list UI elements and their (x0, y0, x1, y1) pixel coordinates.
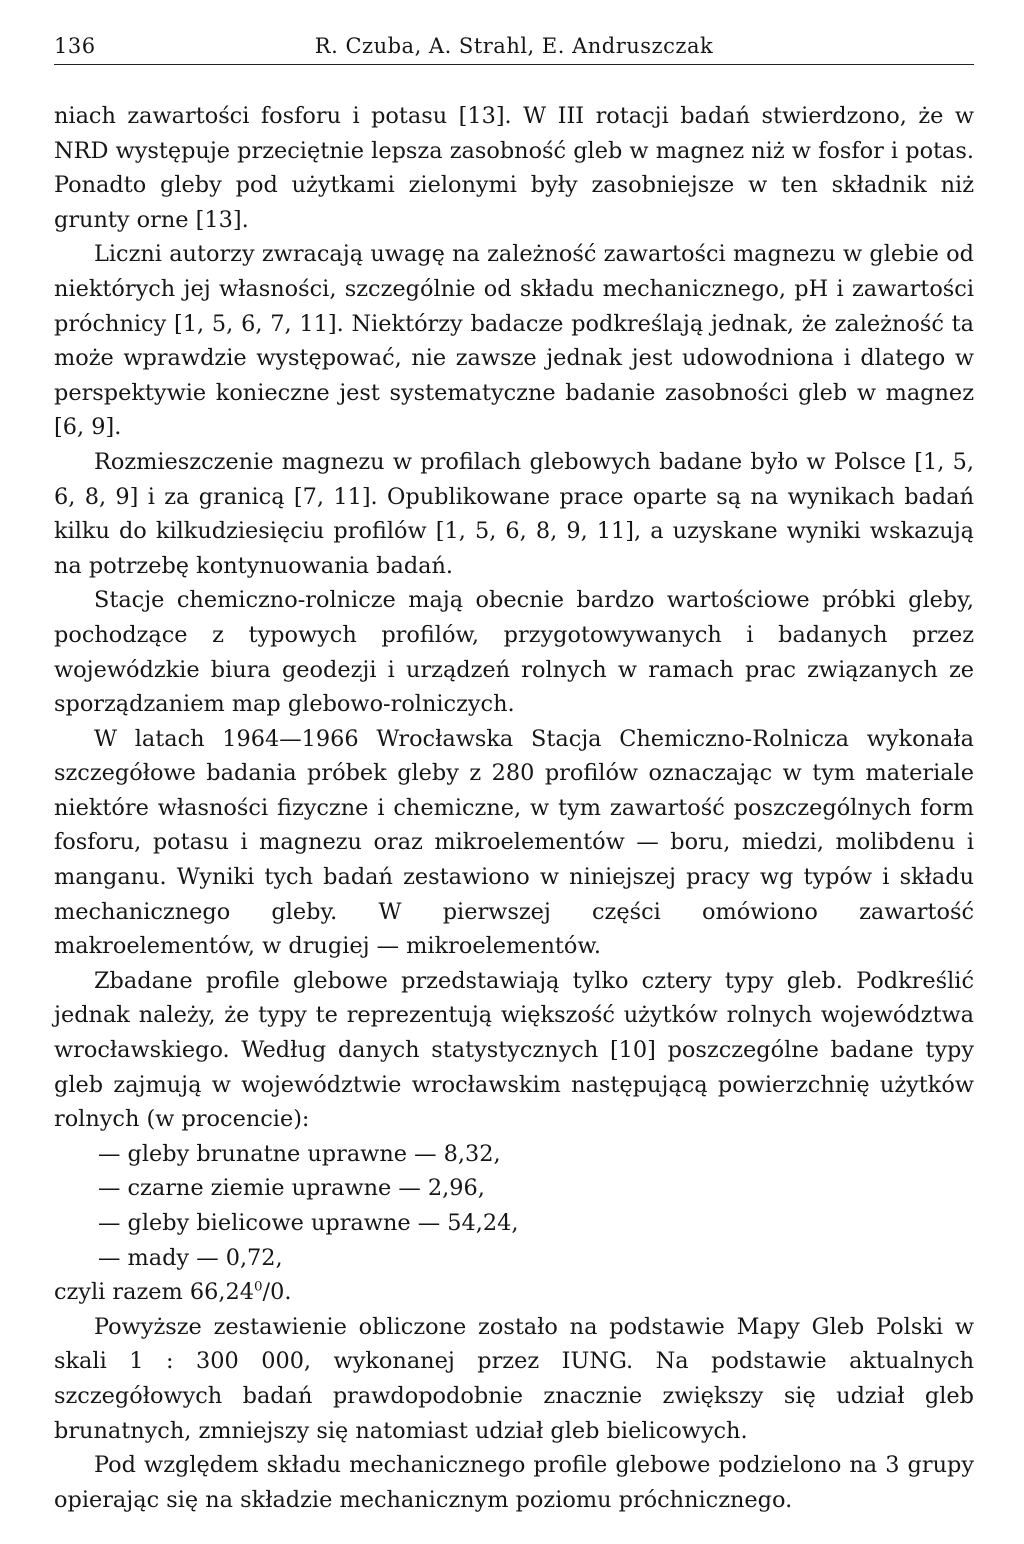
paragraph-magnesium-dependence: Liczni autorzy zwracają uwagę na zależność zawartości magnezu w glebie od niektórych jej własności, szczególnie od składu mechanicznego, pH i zawartości próchnicy [1, 5, 6, 7, 11]. Niektórzy badacze podkreślają jednak, że zależność ta może wprawdzie występować, nie zawsze jednak jest udowodniona i dlatego w perspektywie konieczne jest systematyczne badanie zasobności gleb w magnez [6, 9]. (54, 241, 974, 441)
percent-sup: 0 (253, 1279, 263, 1295)
soil-list-item: — czarne ziemie uprawne — 2,96, (98, 1175, 485, 1202)
soil-list-item: — gleby bielicowe uprawne — 54,24, (98, 1210, 519, 1236)
paragraph-profile-distribution: Rozmieszczenie magnezu w profilach glebowych badane było w Polsce [1, 5, 6, 8, 9] i za granicą [7, 11]. Opublikowane prace oparte są na wynikach badań kilku do kilkudziesięciu profilów [1, 5, 6, 8, 9, 11], a uzyskane wyniki wskazują na potrzebę kontynuowania badań. (54, 448, 974, 579)
running-head-authors: R. Czuba, A. Strahl, E. Andruszczak (314, 34, 714, 58)
total-line (54, 1275, 974, 1310)
article-body (54, 99, 974, 1517)
paragraph-soil-types: Zbadane profile glebowe przedstawiają tylko cztery typy gleb. Podkreślić jednak należy, że typy te reprezentują większość użytków rolnych województwa wrocławskiego. Według danych statystycznych [10] poszczególne badane typy gleb zajmują w województwie wrocławskim następującą powierzchnię użytków rolnych (w procencie): (54, 967, 974, 1133)
page-number: 136 (54, 34, 96, 58)
paragraph-map-basis: Powyższe zestawienie obliczone zostało na podstawie Mapy Gleb Polski w skali 1 : 300 000, wykonanej przez IUNG. Na podstawie aktualnych szczegółowych badań prawdopodobnie znacznie zwiększy się udział gleb brunatnych, zmniejszy się natomiast udział gleb bielicowych. (54, 1313, 974, 1444)
total-text: czyli razem 66,24 (54, 1279, 254, 1306)
paragraph-chemical-stations: Stacje chemiczno-rolnicze mają obecnie bardzo wartościowe próbki gleby, pochodzące z typowych profilów, przygotowywanych i badanych przez wojewódzkie biura geodezji i urządzeń rolnych w ramach prac związanych ze sporządzaniem map glebowo-rolniczych. (54, 587, 974, 718)
percent-tail: /0. (262, 1279, 292, 1306)
soil-list-item: — gleby brunatne uprawne — 8,32, (98, 1140, 501, 1167)
paragraph-wroclaw-study: W latach 1964—1966 Wrocławska Stacja Chemiczno-Rolnicza wykonała szczegółowe badania próbek gleby z 280 profilów oznaczając w tym materiale niektóre własności fizyczne i chemiczne, w tym zawartość poszczególnych form fosforu, potasu i magnezu oraz mikroelementów — boru, miedzi, molibdenu i manganu. Wyniki tych badań zestawiono w niniejszej pracy wg typów i składu mechanicznego gleby. W pierwszej części omówiono zawartość makroelementów, w drugiej — mikroelementów. (54, 725, 974, 960)
running-head (54, 30, 974, 65)
soil-list-item: — mady — 0,72, (98, 1244, 283, 1271)
paragraph-continuation: niach zawartości fosforu i potasu [13]. W III rotacji badań stwierdzono, że w NRD występuje przeciętnie lepsza zasobność gleb w magnez niż w fosfor i potas. Ponadto gleby pod użytkami zielonymi były zasobniejsze w ten składnik niż grunty orne [13]. (54, 103, 974, 233)
page (54, 30, 974, 1517)
paragraph-mechanical-groups: Pod względem składu mechanicznego profile glebowe podzielono na 3 grupy opierając się na składzie mechanicznym poziomu próchnicznego. (54, 1452, 974, 1513)
